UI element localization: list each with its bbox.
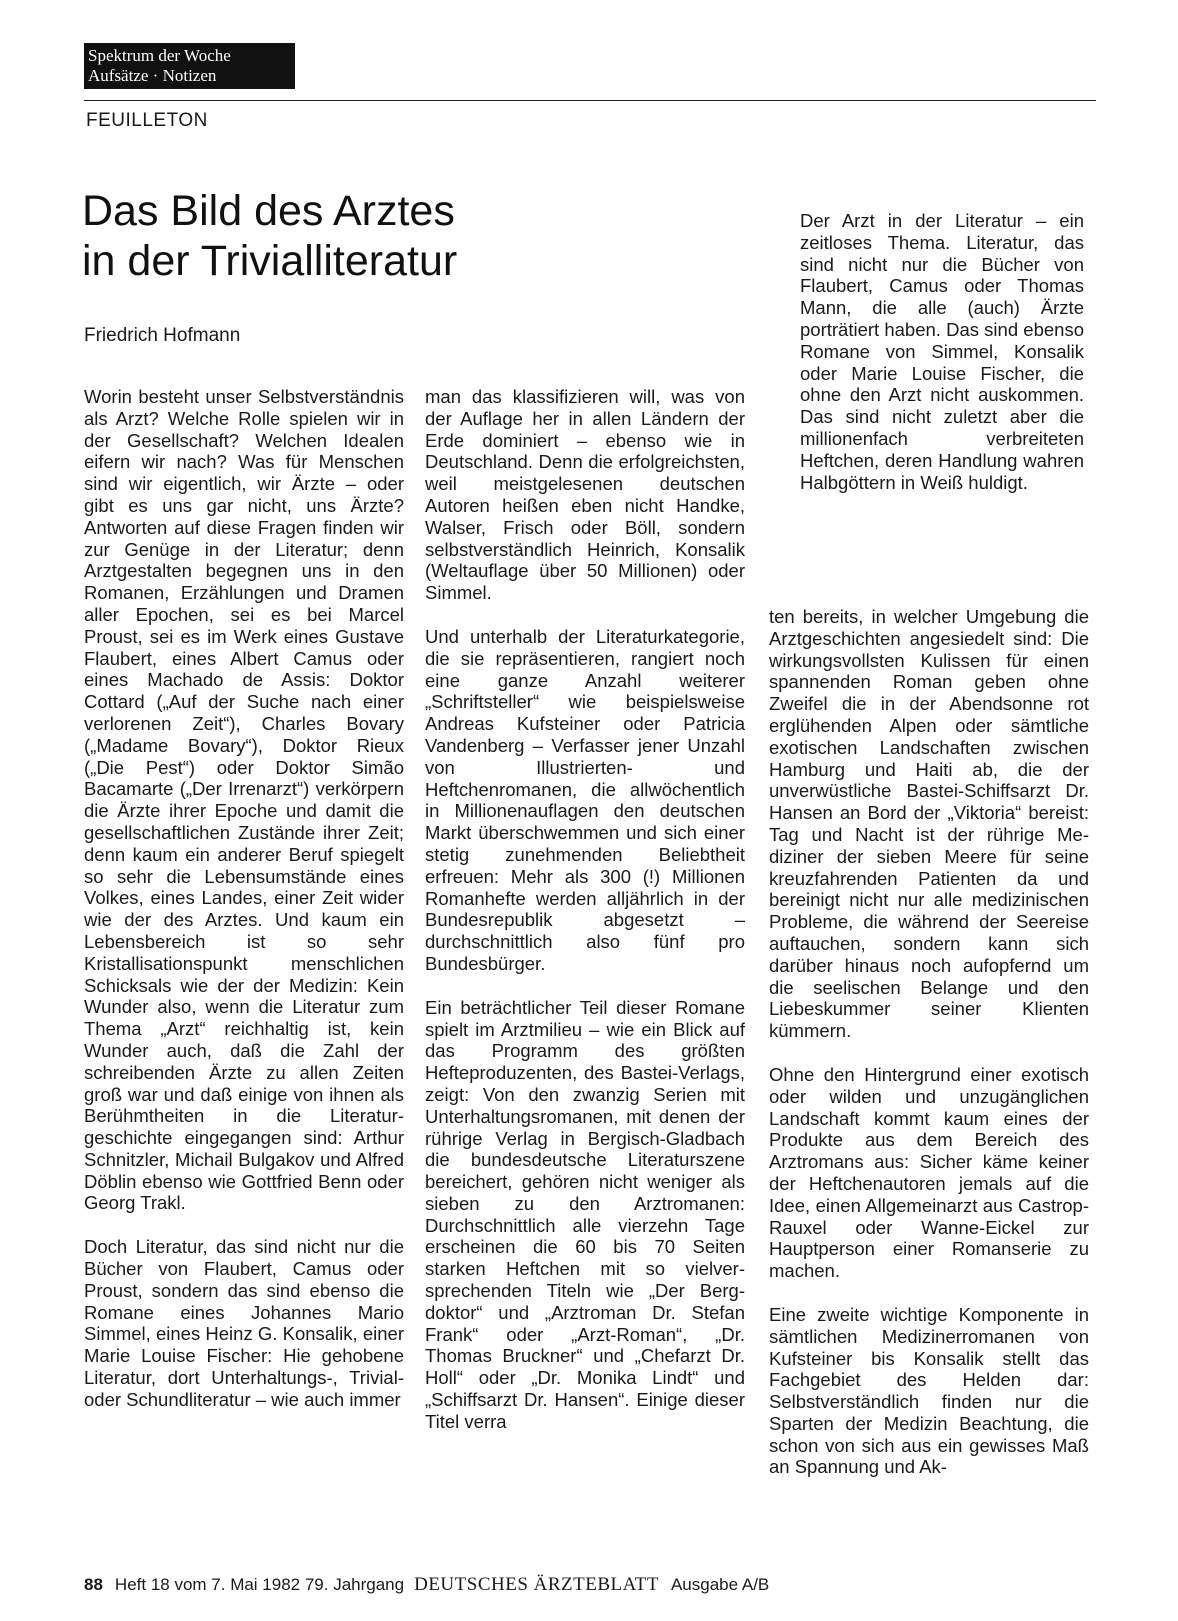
title-line-1: Das Bild des Arztes	[82, 187, 455, 235]
header-rule	[84, 100, 1096, 101]
paragraph: Eine zweite wichtige Komponente in sämtlichen Medizinerromanen von Kufsteiner bis Konsalik stellt das Fachgebiet des Helden dar: Selbstverständlich finden nur die Sparten der Medizin Beachtung, die schon von sich aus ein gewisses Maß an Spannung und Ak-	[769, 1303, 1089, 1478]
column-3	[769, 606, 1089, 1500]
paragraph: man das klassifizieren will, was von der Auflage her in allen Ländern der Erde dominiert – ebenso wie in Deutschland. Denn die erfolgreichsten, weil meistgelesenen deutschen Autoren heißen eben nicht Handke, Walser, Frisch oder Böll, sondern selbstverständlich Heinrich, Konsalik (Weltauflage über 50 Millionen) oder Simmel.	[425, 386, 745, 604]
paragraph: Ein beträchtlicher Teil dieser Romane spielt im Arztmilieu – wie ein Blick auf das Programm des größten Hefteproduzenten, des Bastei-Verlags, zeigt: Von den zwanzig Serien mit Unterhaltungsromanen, mit denen der rührige Verlag in Bergisch-Gladbach die bundesdeutsche Literaturszene bereichert, gehören nicht weniger als sieben zu den Arztromanen: Durchschnittlich alle vierzehn Tage erscheinen die 60 bis 70 Seiten starken Heftchen mit so vielversprechenden Titeln wie „Der Bergdoktor“ und „Arztroman Dr. Stefan Frank“ oder „Arzt-Roman“, „Dr. Thomas Bruckner“ und „Chefarzt Dr. Holl“ oder „Dr. Monika Lindt“ und „Schiffsarzt Dr. Hansen“. Einige dieser Titel verra	[425, 996, 745, 1432]
column-1	[84, 386, 404, 1433]
title-line-2: in der Trivialliteratur	[82, 237, 458, 285]
article-title	[82, 186, 457, 286]
paragraph: ten bereits, in welcher Umgebung die Arztgeschichten angesiedelt sind: Die wirkungsvollsten Kulissen für einen spannenden Roman geben ohne Zweifel die in der Abendsonne rot erglühenden Alpen oder sämtliche exotischen Landschaften zwischen Hamburg und Haiti ab, die der unverwüstliche Bastei-Schiffsarzt Dr. Hansen an Bord der „Viktoria“ bereist: Tag und Nacht ist der rührige Mediziner der sieben Meere für seine kreuzfahrenden Patienten da und bereinigt nicht nur alle medizinischen Probleme, die während der Seereise auftauchen, sondern kann sich darüber hinaus noch aufopfernd um die seelischen Belange und den Liebeskummer seiner Klienten kümmern.	[769, 606, 1089, 1042]
page-number: 88	[84, 1575, 103, 1594]
magazine-name: DEUTSCHES ÄRZTEBLATT	[414, 1574, 659, 1595]
section-label: FEUILLETON	[86, 110, 208, 131]
article-intro: Der Arzt in der Literatur – ein zeitloses Thema. Literatur, das sind nicht nur die Bücher von Flaubert, Camus oder Thomas Mann, die alle (auch) Ärzte porträtiert haben. Das sind ebenso Romane von Simmel, Konsalik oder Marie Louise Fischer, die ohne den Arzt nicht auskommen. Das sind nicht zuletzt aber die millionenfach verbreiteten Heftchen, deren Handlung wahren Halbgöttern in Weiß huldigt.	[800, 210, 1084, 493]
paragraph: Worin besteht unser Selbstverständnis als Arzt? Welche Rolle spielen wir in der Gesellschaft? Welchen Idealen eifern wir nach? Was für Menschen sind wir eigentlich, wir Ärzte – oder gibt es uns gar nicht, uns Ärzte? Antworten auf diese Fragen finden wir zur Genüge in der Literatur; denn Arztgestalten begegnen uns in den Romanen, Erzählungen und Dramen aller Epochen, sei es bei Marcel Proust, sei es im Werk eines Gustave Flaubert, eines Albert Camus oder eines Machado de Assis: Doktor Cottard („Auf der Suche nach einer verlorenen Zeit“), Charles Bovary („Madame Bovary“), Doktor Rieux („Die Pest“) oder Doktor Simão Bacamarte („Der Irrenarzt“) verkörpern die Ärzte ihrer Epoche und damit die gesellschaftlichen Zustände ihrer Zeit; denn kaum ein anderer Beruf spiegelt so sehr die Lebensumstände eines Volkes, eines Landes, einer Zeit wider wie der des Arztes. Und kaum ein Lebensbereich ist so sehr Kristallisationspunkt menschlichen Schicksals wie der der Medizin: Kein Wunder also, wenn die Literatur zum Thema „Arzt“ reichhaltig ist, kein Wunder auch, daß die Zahl der schreibenden Ärzte zu allen Zeiten groß war und daß einige von ihnen als Berühmtheiten in die Literaturgeschichte eingegangen sind: Arthur Schnitzler, Michail Bulgakov und Alfred Döblin ebenso wie Gottfried Benn oder Georg Trakl.	[84, 386, 404, 1214]
edition-label: Ausgabe A/B	[670, 1575, 770, 1594]
paragraph: Ohne den Hintergrund einer exotisch oder wilden und unzugänglichen Landschaft kommt kaum eines der Produkte aus dem Bereich des Arztromans aus: Sicher käme keiner der Heftchenautoren jemals auf die Idee, einen Allgemeinarzt aus Castrop-Rauxel oder Wanne-Eickel zur Hauptperson einer Romanserie zu machen.	[769, 1063, 1089, 1282]
badge-line-2: Aufsätze · Notizen	[88, 66, 217, 85]
column-2	[425, 386, 745, 1455]
author-name: Friedrich Hofmann	[84, 325, 241, 346]
paragraph: Doch Literatur, das sind nicht nur die Bücher von Flaubert, Camus oder Proust, sondern das sind ebenso die Romane eines Johannes Mario Simmel, eines Heinz G. Konsalik, einer Marie Louise Fischer: Hie gehobene Literatur, dort Unterhaltungs-, Trivial- oder Schundliteratur – wie auch immer	[84, 1236, 404, 1410]
issue-info: Heft 18 vom 7. Mai 1982 79. Jahrgang	[114, 1575, 405, 1594]
page-footer	[84, 1574, 769, 1596]
section-badge	[84, 43, 295, 89]
paragraph: Und unterhalb der Literaturkategorie, die sie repräsentieren, rangiert noch eine ganze Anzahl weiterer „Schriftsteller“ wie beispielsweise Andreas Kufsteiner oder Patricia Vandenberg – Verfasser jener Unzahl von Illustrierten- und Heftchenromanen, die allwöchentlich in Millionenauflagen den deutschen Markt überschwemmen und sich einer stetig zunehmenden Beliebtheit erfreuen: Mehr als 300 (!) Millionen Romanhefte werden alljährlich in der Bundesrepublik abgesetzt – durchschnittlich also fünf pro Bundesbürger.	[425, 625, 745, 974]
badge-line-1: Spektrum der Woche	[88, 46, 231, 65]
